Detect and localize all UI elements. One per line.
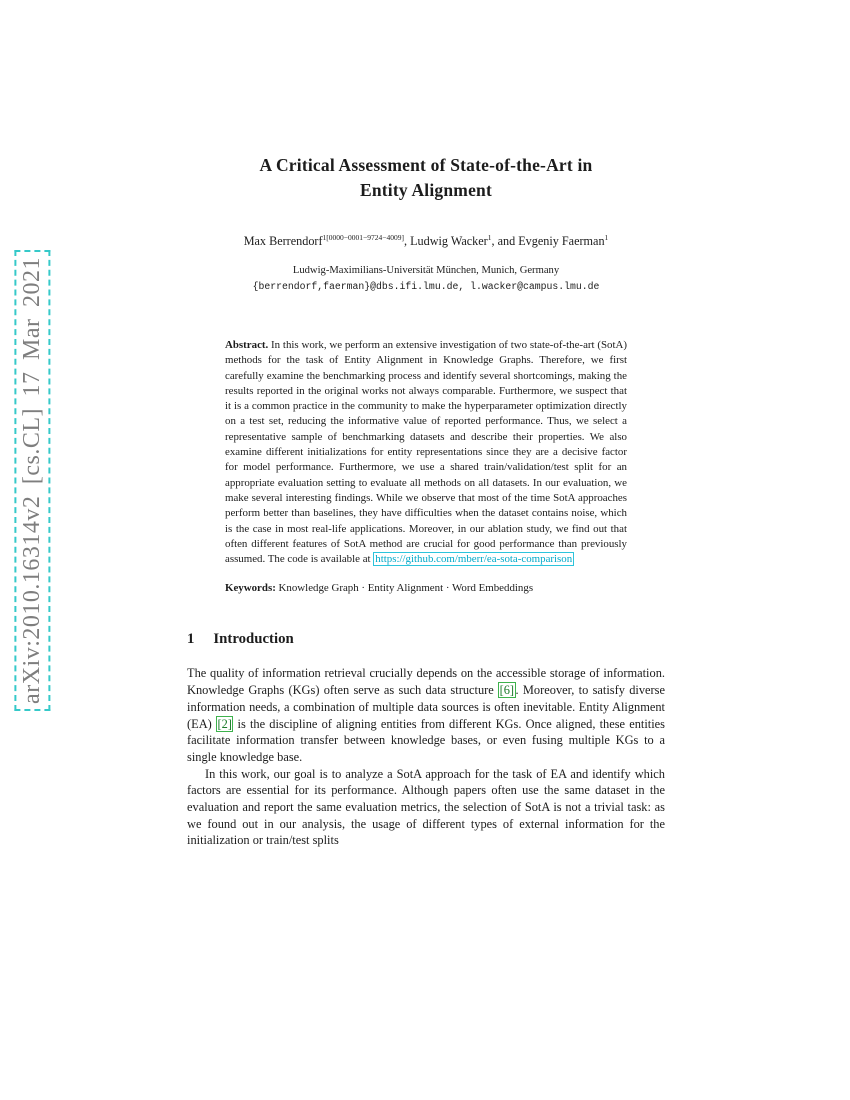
intro-p1-text-1: The quality of information retrieval crucially depends on the accessible storage of information. Knowledge Graphs (KGs) often serve as such data structure (187, 666, 665, 698)
author-2-superscript: 1 (487, 232, 492, 242)
keywords-line (225, 582, 627, 594)
author-3: Evgeniy Faerman (518, 234, 605, 248)
intro-paragraph-2: In this work, our goal is to analyze a SotA approach for the task of EA and identify which factors are essential for its performance. Although papers often use the same dataset in the evaluation and report the same evaluation metrics, the selection of SotA is not a trivial task: as we found out in our analysis, the usage of different types of external information for the initialization or train/test splits (187, 766, 665, 848)
github-repo-link[interactable]: https://github.com/mberr/ea-sota-comparison (375, 553, 573, 566)
intro-p1-text-2: . Moreover, to satisfy diverse information needs, a combination of multiple data sources is often inevitable. Entity Alignment (EA) (187, 683, 665, 731)
abstract-label: Abstract. (225, 339, 269, 351)
keywords-text: Knowledge Graph · Entity Alignment · Word Embeddings (275, 582, 534, 595)
author-separator-2: , and (491, 234, 519, 248)
author-separator-1: , (403, 234, 411, 248)
authors-line (187, 234, 665, 249)
section-1-title: Introduction (213, 631, 294, 648)
intro-p1-text-3: is the discipline of aligning entities from different KGs. Once aligned, these entities facilitate information transfer between knowledge bases, or even fusing multiple KGs to a single knowledge base. (187, 716, 665, 764)
keywords-label: Keywords: (225, 582, 276, 595)
citation-link-2[interactable]: [2] (217, 716, 232, 731)
author-1: Max Berrendorf (243, 234, 323, 248)
section-1-heading (187, 631, 665, 648)
abstract-text: In this work, we perform an extensive investigation of two state-of-the-art (SotA) methods for the task of Entity Alignment in Knowledge Graphs. Therefore, we first carefully examine the benchmarking process and identify several shortcomings, making the results reported in the original works not always comparable. Furthermore, we suspect that it is a common practice in the community to make the hyperparameter optimization directly on a test set, reducing the informative value of reported performance. Thus, we select a representative sample of benchmarking datasets and describe their properties. We also examine different initializations for entity representations since they are a decisive factor for model performance. Furthermore, we use a shared train/validation/test split for an appropriate evaluation setting to evaluate all methods on all datasets. In our evaluation, we make several interesting findings. While we observe that most of the time SotA approaches perform better than baselines, they have difficulties when the dataset contains noise, which is the case in most real-life applications. Moreover, in our ablation study, we find out that often different features of SotA method are crucial for good performance than previously assumed. The code is available at (225, 339, 627, 566)
author-1-superscript: 1[0000−0001−9724−4009] (322, 232, 404, 242)
section-1-number: 1 (187, 631, 195, 648)
paper-title-line-1: A Critical Assessment of State-of-the-Art in (259, 155, 593, 175)
paper-content (187, 0, 665, 849)
intro-paragraph-1 (187, 665, 665, 765)
author-3-superscript: 1 (604, 232, 609, 242)
emails-line: {berrendorf,faerman}@dbs.ifi.lmu.de, l.wacker@campus.lmu.de (252, 281, 600, 292)
paper-title (187, 0, 665, 203)
paper-title-line-2: Entity Alignment (359, 180, 493, 200)
affiliation-line: Ludwig-Maximilians-Universität München, Munich, Germany (292, 265, 560, 276)
author-2: Ludwig Wacker (410, 234, 488, 248)
abstract (225, 338, 627, 567)
citation-link-6[interactable]: [6] (499, 683, 515, 698)
arxiv-watermark: arXiv:2010.16314v2 [cs.CL] 17 Mar 2021 (14, 250, 50, 711)
